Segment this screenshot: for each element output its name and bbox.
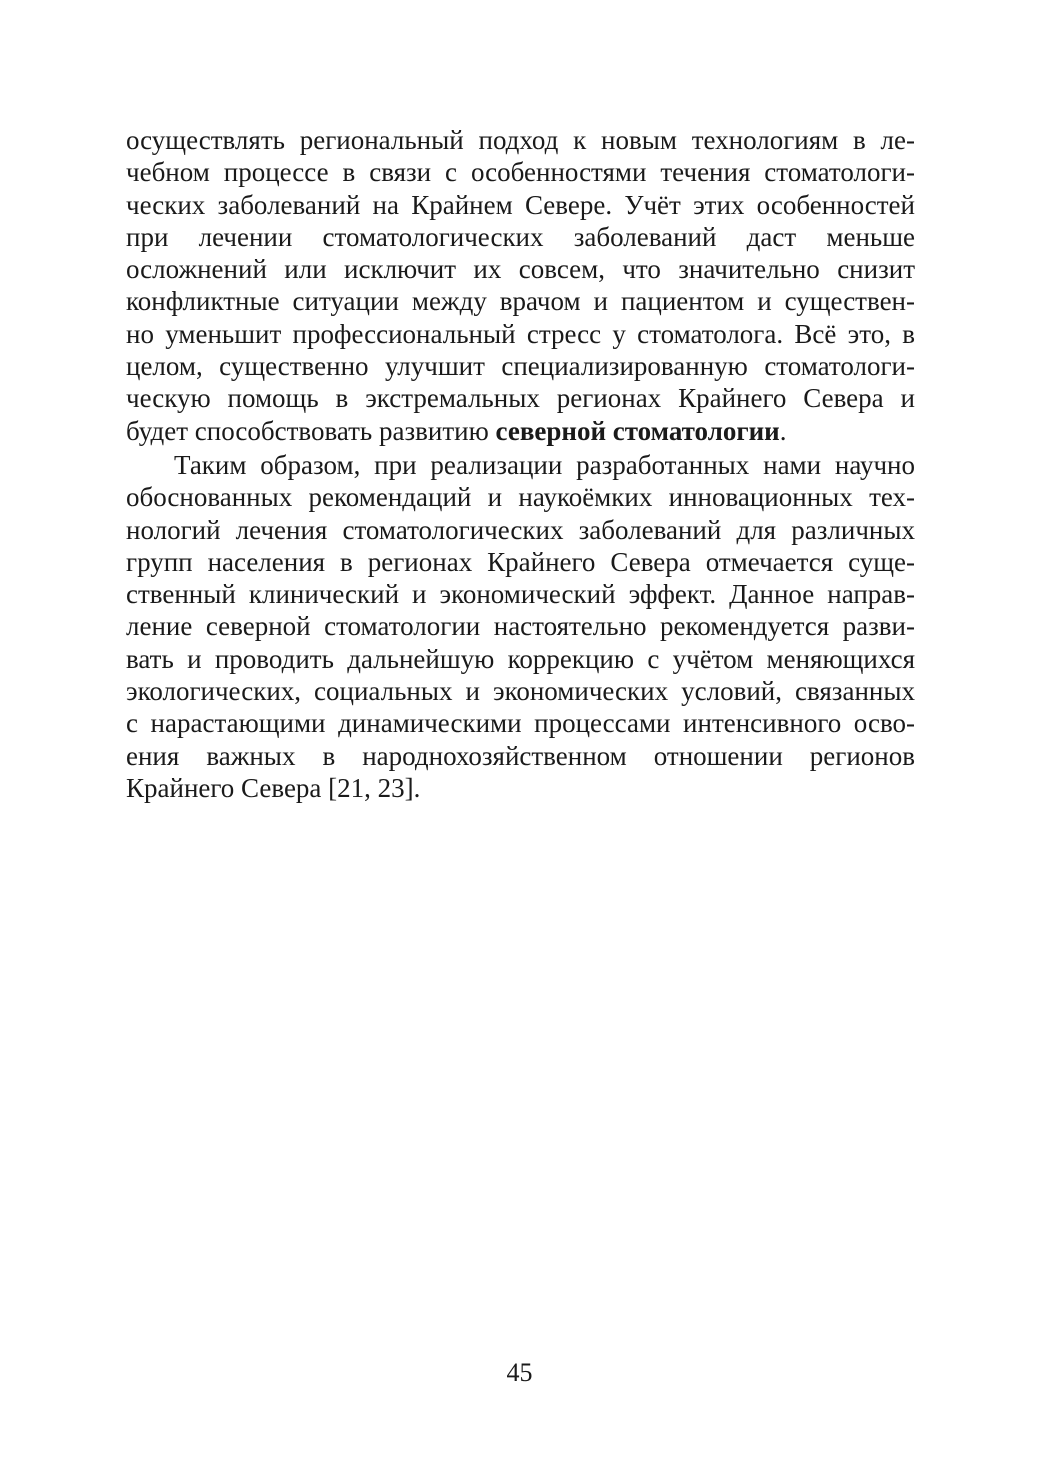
paragraph-2-line: ление северной стоматологии настоятельно рекомендуется разви-	[126, 611, 915, 642]
paragraph-2-line: с нарастающими динамическими процессами интенсивного осво-	[126, 708, 915, 739]
paragraph-2-line: обоснованных рекомендаций и наукоёмких инновационных тех-	[126, 482, 915, 513]
paragraph-1-line: ческих заболеваний на Крайнем Севере. Учёт этих особенностей	[126, 189, 915, 220]
paragraph-2-line: ственный клинический и экономический эффект. Данное направ-	[126, 579, 915, 610]
paragraph-1-line: целом, существенно улучшит специализированную стоматологи-	[126, 351, 915, 382]
paragraph-2-last-line: Крайнего Севера [21, 23].	[126, 772, 421, 803]
last-line-suffix: .	[779, 415, 787, 446]
paragraph-1-line: конфликтные ситуации между врачом и пациентом и существен-	[126, 286, 915, 317]
last-line-prefix: будет способствовать развитию	[126, 415, 496, 446]
paragraph-1-line: ческую помощь в экстремальных регионах Крайнего Севера и	[126, 383, 915, 414]
paragraph-2-line: групп населения в регионах Крайнего Севера отмечается суще-	[126, 546, 915, 577]
paragraph-1	[126, 124, 915, 447]
paragraph-2-first-line: Таким образом, при реализации разработанных нами научно	[174, 449, 915, 480]
paragraph-2	[126, 449, 915, 804]
bold-term: северной стоматологии	[495, 415, 780, 446]
paragraph-1-line: но уменьшит профессиональный стресс у стоматолога. Всё это, в	[126, 318, 915, 349]
paragraph-2-line: нологий лечения стоматологических заболеваний для различных	[126, 514, 915, 545]
body-text	[126, 124, 915, 804]
paragraph-2-line: вать и проводить дальнейшую коррекцию с учётом меняющихся	[126, 643, 915, 674]
paragraph-2-line: экологических, социальных и экономических условий, связанных	[126, 676, 915, 707]
page-number: 45	[506, 1358, 533, 1387]
paragraph-1-line: при лечении стоматологических заболеваний даст меньше	[126, 221, 915, 252]
paragraph-1-line: осуществлять региональный подход к новым технологиям в ле-	[126, 125, 915, 155]
paragraph-1-line: чебном процессе в связи с особенностями течения стоматологи-	[126, 157, 915, 188]
paragraph-2-line: ения важных в народнохозяйственном отношении регионов	[126, 740, 915, 771]
paragraph-1-last-line	[126, 415, 915, 447]
paragraph-1-line: осложнений или исключит их совсем, что значительно снизит	[126, 254, 915, 285]
